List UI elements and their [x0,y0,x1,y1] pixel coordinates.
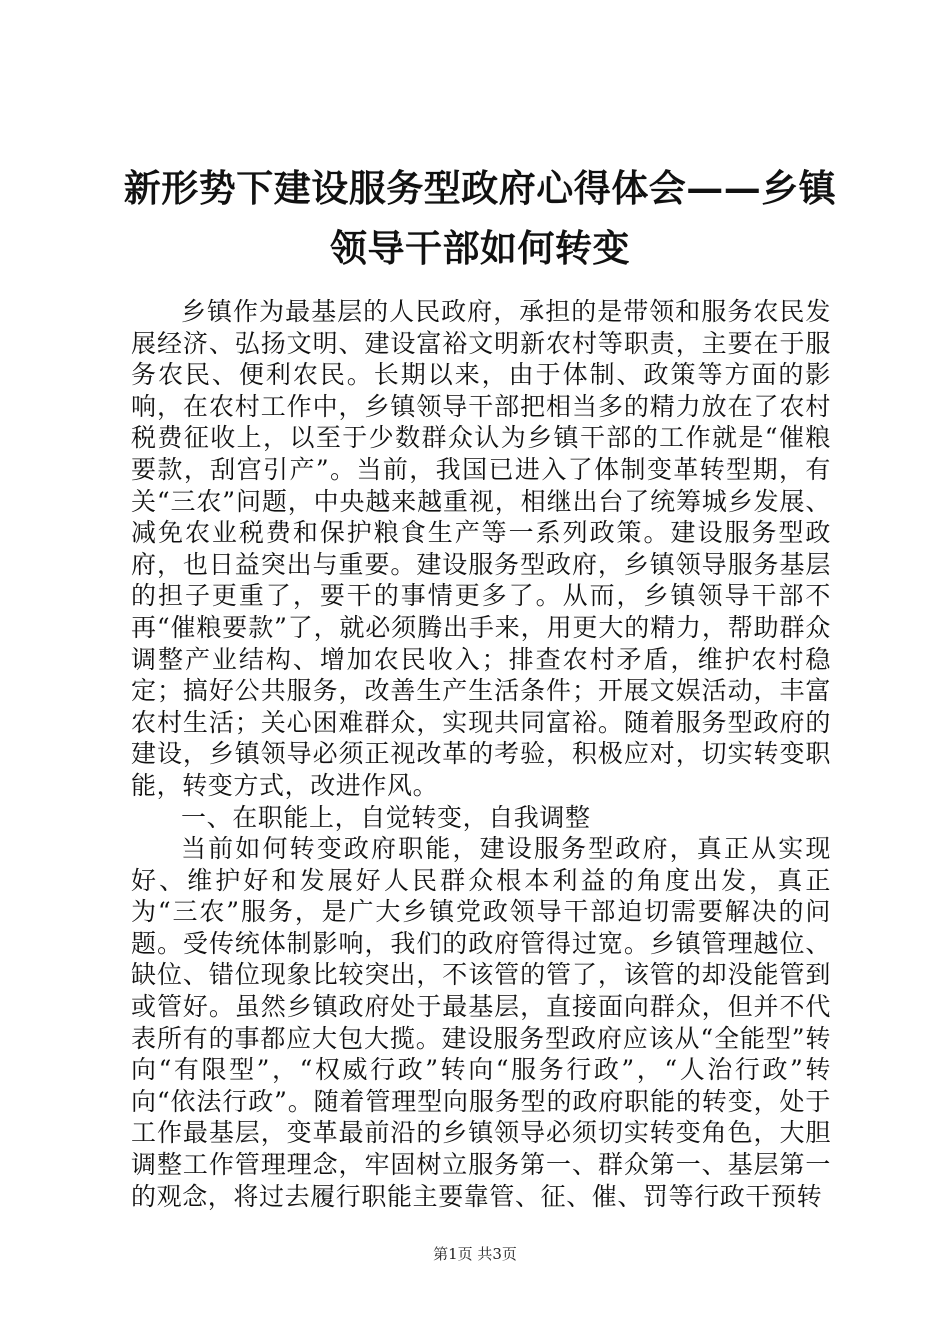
document-title: 新形势下建设服务型政府心得体会——乡镇领导干部如何转变 [123,166,837,270]
document-body [131,296,831,1212]
page-footer: 第1页 共3页 [433,1245,517,1263]
section-heading-1: 一、在职能上，自觉转变，自我调整 [181,802,591,832]
paragraph-intro: 乡镇作为最基层的人民政府，承担的是带领和服务农民发展经济、弘扬文明、建设富裕文明新农村等职责，主要在于服务农民、便利农民。长期以来，由于体制、政策等方面的影响，在农村工作中，乡镇领导干部把相当多的精力放在了农村税费征收上，以至于少数群众认为乡镇干部的工作就是“催粮要款，刮宫引产”。当前，我国已进入了体制变革转型期，有关“三农”问题，中央越来越重视，相继出台了统筹城乡发展、减免农业税费和保护粮食生产等一系列政策。建设服务型政府，也日益突出与重要。建设服务型政府，乡镇领导服务基层的担子更重了，要干的事情更多了。从而，乡镇领导干部不再“催粮要款”了，就必须腾出手来，用更大的精力，帮助群众调整产业结构、增加农民收入；排查农村矛盾，维护农村稳定；搞好公共服务，改善生产生活条件；开展文娱活动，丰富农村生活；关心困难群众，实现共同富裕。随着服务型政府的建设，乡镇领导必须正视改革的考验，积极应对，切实转变职能，转变方式，改进作风。 [131,297,831,800]
paragraph-section-1: 当前如何转变政府职能，建设服务型政府，真正从实现好、维护好和发展好人民群众根本利益的角度出发，真正为“三农”服务，是广大乡镇党政领导干部迫切需要解决的问题。受传统体制影响，我们的政府管得过宽。乡镇管理越位、缺位、错位现象比较突出，不该管的管了，该管的却没能管到或管好。虽然乡镇政府处于最基层，直接面向群众，但并不代表所有的事都应大包大揽。建设服务型政府应该从“全能型”转向“有限型”，“权威行政”转向“服务行政”，“人治行政”转向“依法行政”。随着管理型向服务型的政府职能的转变，处于工作最基层，变革最前沿的乡镇领导必须切实转变角色，大胆调整工作管理理念，牢固树立服务第一、群众第一、基层第一的观念，将过去履行职能主要靠管、征、催、罚等行政干预转 [131,834,831,1211]
